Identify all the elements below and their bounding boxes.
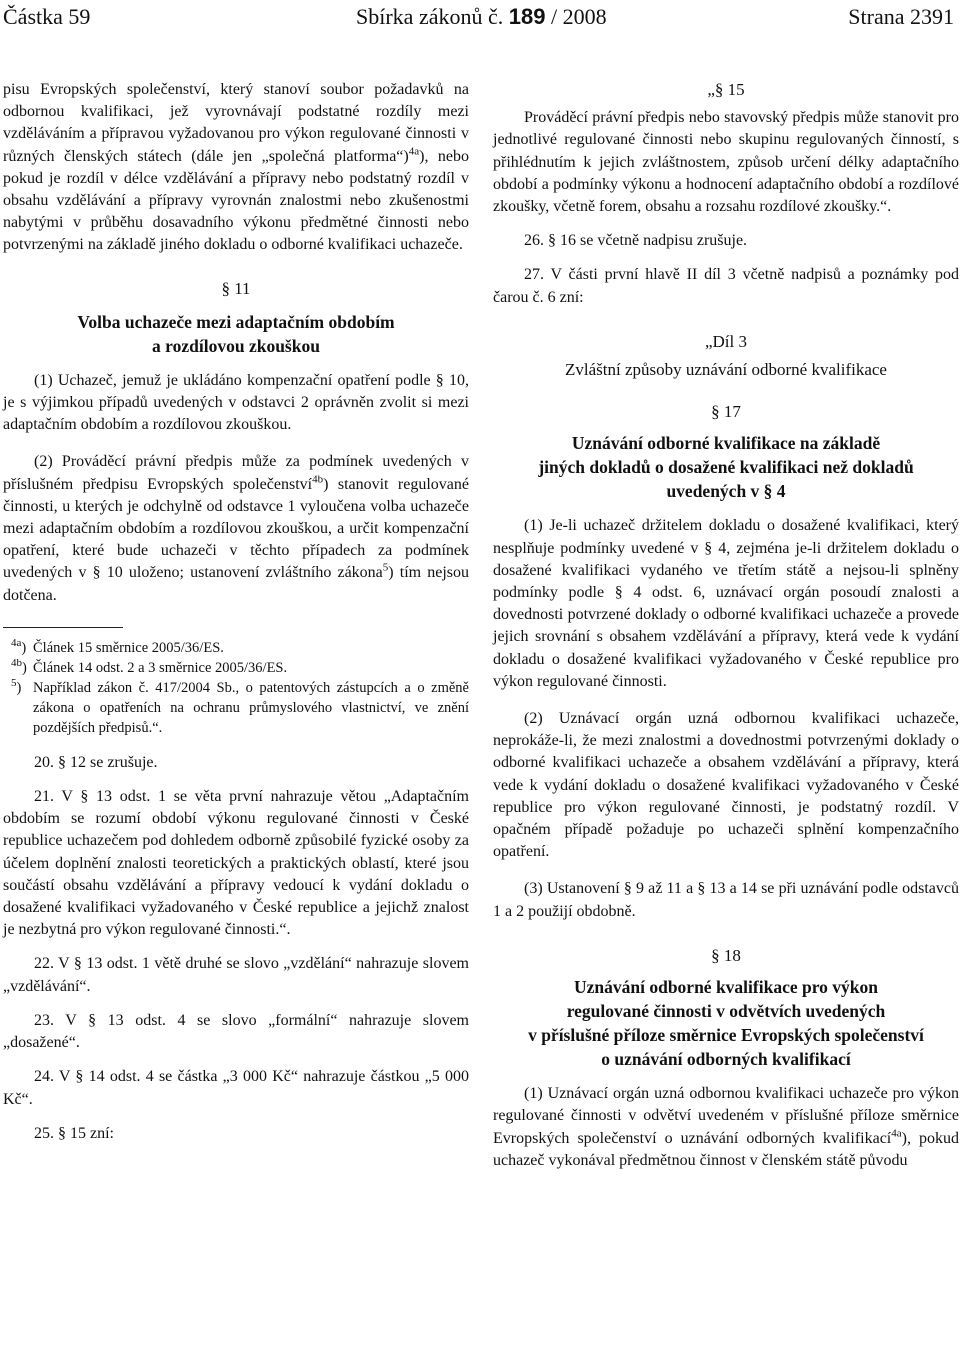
footnote-text: Článek 14 odst. 2 a 3 směrnice 2005/36/ES. — [33, 659, 288, 676]
footnote-ref: 5 — [382, 562, 389, 575]
amendment-item-22: 22. V § 13 odst. 1 větě druhé se slovo „vzdělání“ nahrazuje slovem „vzdělávání“. — [3, 955, 469, 995]
section-17-paragraph-2: (2) Uznávací orgán uzná odbornou kvalifikaci uchazeče, neprokáže-li, že mezi znalostmi a dovednostmi potvrzenými doklady o odborné kvalifikaci uchazeče a obsahem vzdělávání a přípravy, která vede k vydání dokladu o dosažené kvalifikaci vyžadovaného v České republice pro výkon regulované činnosti, je podstatný rozdíl. V opačném případě požaduje po uchazeči splnění kompenzačního opatření. — [493, 710, 959, 861]
left-column — [3, 79, 469, 1145]
s18p1-text-a: (1) Uznávací orgán uzná odbornou kvalifikaci uchazeče pro výkon regulované činnosti v odvětví uvedeném v příslušné příloze směrnice Evropských společenství o uznávání odborných kvalifikací — [493, 1085, 959, 1147]
p2-text-a: (2) Prováděcí právní předpis může za podmínek uvedených v příslušném předpisu Evropských společenství — [3, 453, 469, 493]
section-11-paragraph-2 — [3, 451, 469, 606]
section-11-paragraph-1: (1) Uchazeč, jemuž je ukládáno kompenzační opatření podle § 10, je s výjimkou případů uvedených v odstavci 2 oprávněn zvolit si mezi adaptačním obdobím a rozdílovou zkouškou. — [3, 371, 469, 434]
amendment-item-25: 25. § 15 zní: — [34, 1124, 114, 1142]
footnote: $^5$) Například zákon č. 417/2004 Sb., o patentových zástupcích a o změně zákona o opatřeních na ochranu průmyslového vlastnictví, ve znění pozdějších předpisů.“. — [11, 677, 469, 736]
section-18-title-3: v příslušné příloze směrnice Evropských společenství — [528, 1025, 924, 1046]
s18p1-text-b: ), pokud uchazeč vykonával předmětnou činnost v členském státě původu — [493, 1129, 959, 1169]
part-3-label: „Díl 3 — [704, 331, 748, 351]
section-17-paragraph-1: (1) Je-li uchazeč držitelem dokladu o dosažené kvalifikaci, který nesplňuje podmínky uvedené v § 4, zejména je-li držitelem dokladu o dosažené kvalifikaci vydaného ve třetím státě a nejsou-li splněny podmínky podle § 4 odst. 6, uznávací orgán posoudí znalosti a dovednosti potvrzené doklady o odborné kvalifikaci uchazeče a provede jejich srovnání s obsahem vzdělávání a přípravy, která vede k vydání dokladu o dosažené kvalifikaci vyžadovaného v České republice pro výkon regulované činnosti. — [493, 517, 959, 690]
footnote-ref: 4a — [408, 145, 420, 158]
right-column — [493, 79, 959, 1172]
section-18-number: § 18 — [711, 945, 741, 965]
intro-text-2: ), nebo pokud je rozdíl v délce vzdělávání a přípravy nebo podstatný rozdíl v obsahu vzdělávání a přípravy vyrovnán znalostmi nebo zkušenostmi nabytými v průběhu dosavadního výkonu předmětné činnosti nebo potvrzenými na základě jiného dokladu o odborné kvalifikaci uchazeče. — [3, 147, 470, 254]
section-18-paragraph-1 — [493, 1083, 959, 1172]
amendment-item-23: 23. V § 13 odst. 4 se slovo „formální“ nahrazuje slovem „dosažené“. — [3, 1011, 469, 1052]
amendment-item-20: 20. § 12 se zrušuje. — [34, 753, 158, 771]
section-17-title-1: Uznávání odborné kvalifikace na základě — [571, 433, 881, 454]
header-part: Částka 59 — [3, 4, 91, 29]
section-17-title-3: uvedených v § 4 — [666, 481, 786, 502]
part-3-title: Zvláštní způsoby uznávání odborné kvalifikace — [565, 360, 887, 380]
page-header — [0, 0, 960, 40]
amendment-item-27: 27. V části první hlavě II díl 3 včetně nadpisů a poznámky pod čarou č. 6 zní: — [493, 266, 959, 306]
header-number: 189 — [508, 4, 546, 29]
section-17-number: § 17 — [711, 402, 741, 422]
header-page: Strana 2391 — [848, 4, 954, 29]
amendment-item-24: 24. V § 14 odst. 4 se částka „3 000 Kč“ nahrazuje částkou „5 000 Kč“. — [3, 1068, 469, 1108]
footnote-ref: 4a — [891, 1127, 902, 1140]
p2-text-b: ) stanovit regulované činnosti, u kterých je odchylně od odstavce 1 vyloučena volba uchazeče mezi adaptačním obdobím a rozdílovou zkouškou, a určit kompenzační opatření, které bude uchazeči v těchto případech za podmínek uvedených v § 10 uloženo; ustanovení zvláštního zákona — [3, 475, 469, 582]
footnote-divider — [3, 627, 123, 628]
p2-text-c: ) tím nejsou dotčena. — [3, 564, 469, 604]
footnote-ref: 4b — [312, 473, 324, 486]
header-collection — [356, 4, 607, 30]
section-15-number: „§ 15 — [707, 80, 745, 99]
footnote: $^{4b}$) Článek 14 odst. 2 a 3 směrnice 2005/36/ES. — [11, 657, 288, 676]
header-collection-prefix: Sbírka zákonů č. — [356, 4, 504, 29]
footnote-text: Například zákon č. 417/2004 Sb., o patentových zástupcích a o změně zákona o opatřeních na ochranu průmyslového vlastnictví, ve znění pozdějších předpisů.“. — [33, 679, 469, 736]
intro-text-1: pisu Evropských společenství, který stanoví soubor požadavků na odbornou kvalifikaci, jež vyrovnávají podstatné rozdíly mezi vzděláváním a přípravou vyžadovanou pro výkon regulované činnosti v různých členských státech (dále jen „společná platforma“) — [3, 81, 469, 165]
footnote-mark: 5 — [11, 677, 17, 690]
section-11-title-2: a rozdílovou zkouškou — [152, 335, 320, 356]
section-18-title-2: regulované činnosti v odvětvích uvedených — [566, 1001, 886, 1022]
section-11-title-1: Volba uchazeče mezi adaptačním obdobím — [77, 311, 395, 332]
footnote: $^{4a}$) Článek 15 směrnice 2005/36/ES. — [11, 637, 224, 656]
section-18-title-4: o uznávání odborných kvalifikací — [601, 1049, 851, 1070]
amendment-item-26: 26. § 16 se včetně nadpisu zrušuje. — [524, 232, 748, 250]
header-year: / 2008 — [550, 4, 607, 29]
amendment-item-21: 21. V § 13 odst. 1 se věta první nahrazuje větou „Adaptačním obdobím se rozumí období výkonu regulované činnosti v České republice uchazečem pod dohledem odborně způsobilé fyzické osoby za účelem doplnění znalosti teoretických a praktických oblastí, které jsou součástí obsahu vzdělávání a přípravy vedoucí k vydání dokladu o dosažené kvalifikaci vyžadovaného v České republice a jejichž znalost je nezbytná pro výkon regulované činnosti.“. — [3, 788, 469, 939]
intro-paragraph — [3, 79, 469, 257]
footnote-text: Článek 15 směrnice 2005/36/ES. — [33, 639, 224, 656]
section-17-paragraph-3: (3) Ustanovení § 9 až 11 a § 13 a 14 se při uznávání podle odstavců 1 a 2 použijí obdobně. — [493, 880, 959, 920]
footnote-mark: 4a — [11, 637, 22, 650]
section-11-number: § 11 — [221, 278, 251, 298]
section-17-title-2: jiných dokladů o dosažené kvalifikaci než dokladů — [538, 457, 914, 478]
section-15-text: Prováděcí právní předpis nebo stavovský předpis může stanovit pro jednotlivé regulované činnosti nebo skupinu regulovaných činností, s přihlédnutím k jejich zvláštnostem, způsob určení délky adaptačního období a podmínky výkonu a hodnocení adaptačního období a rozdílové zkoušky, včetně forem, obsahu a rozsahu rozdílové zkoušky.“. — [493, 109, 959, 216]
section-18-title-1: Uznávání odborné kvalifikace pro výkon — [573, 977, 879, 998]
footnote-mark: 4b — [11, 657, 22, 670]
